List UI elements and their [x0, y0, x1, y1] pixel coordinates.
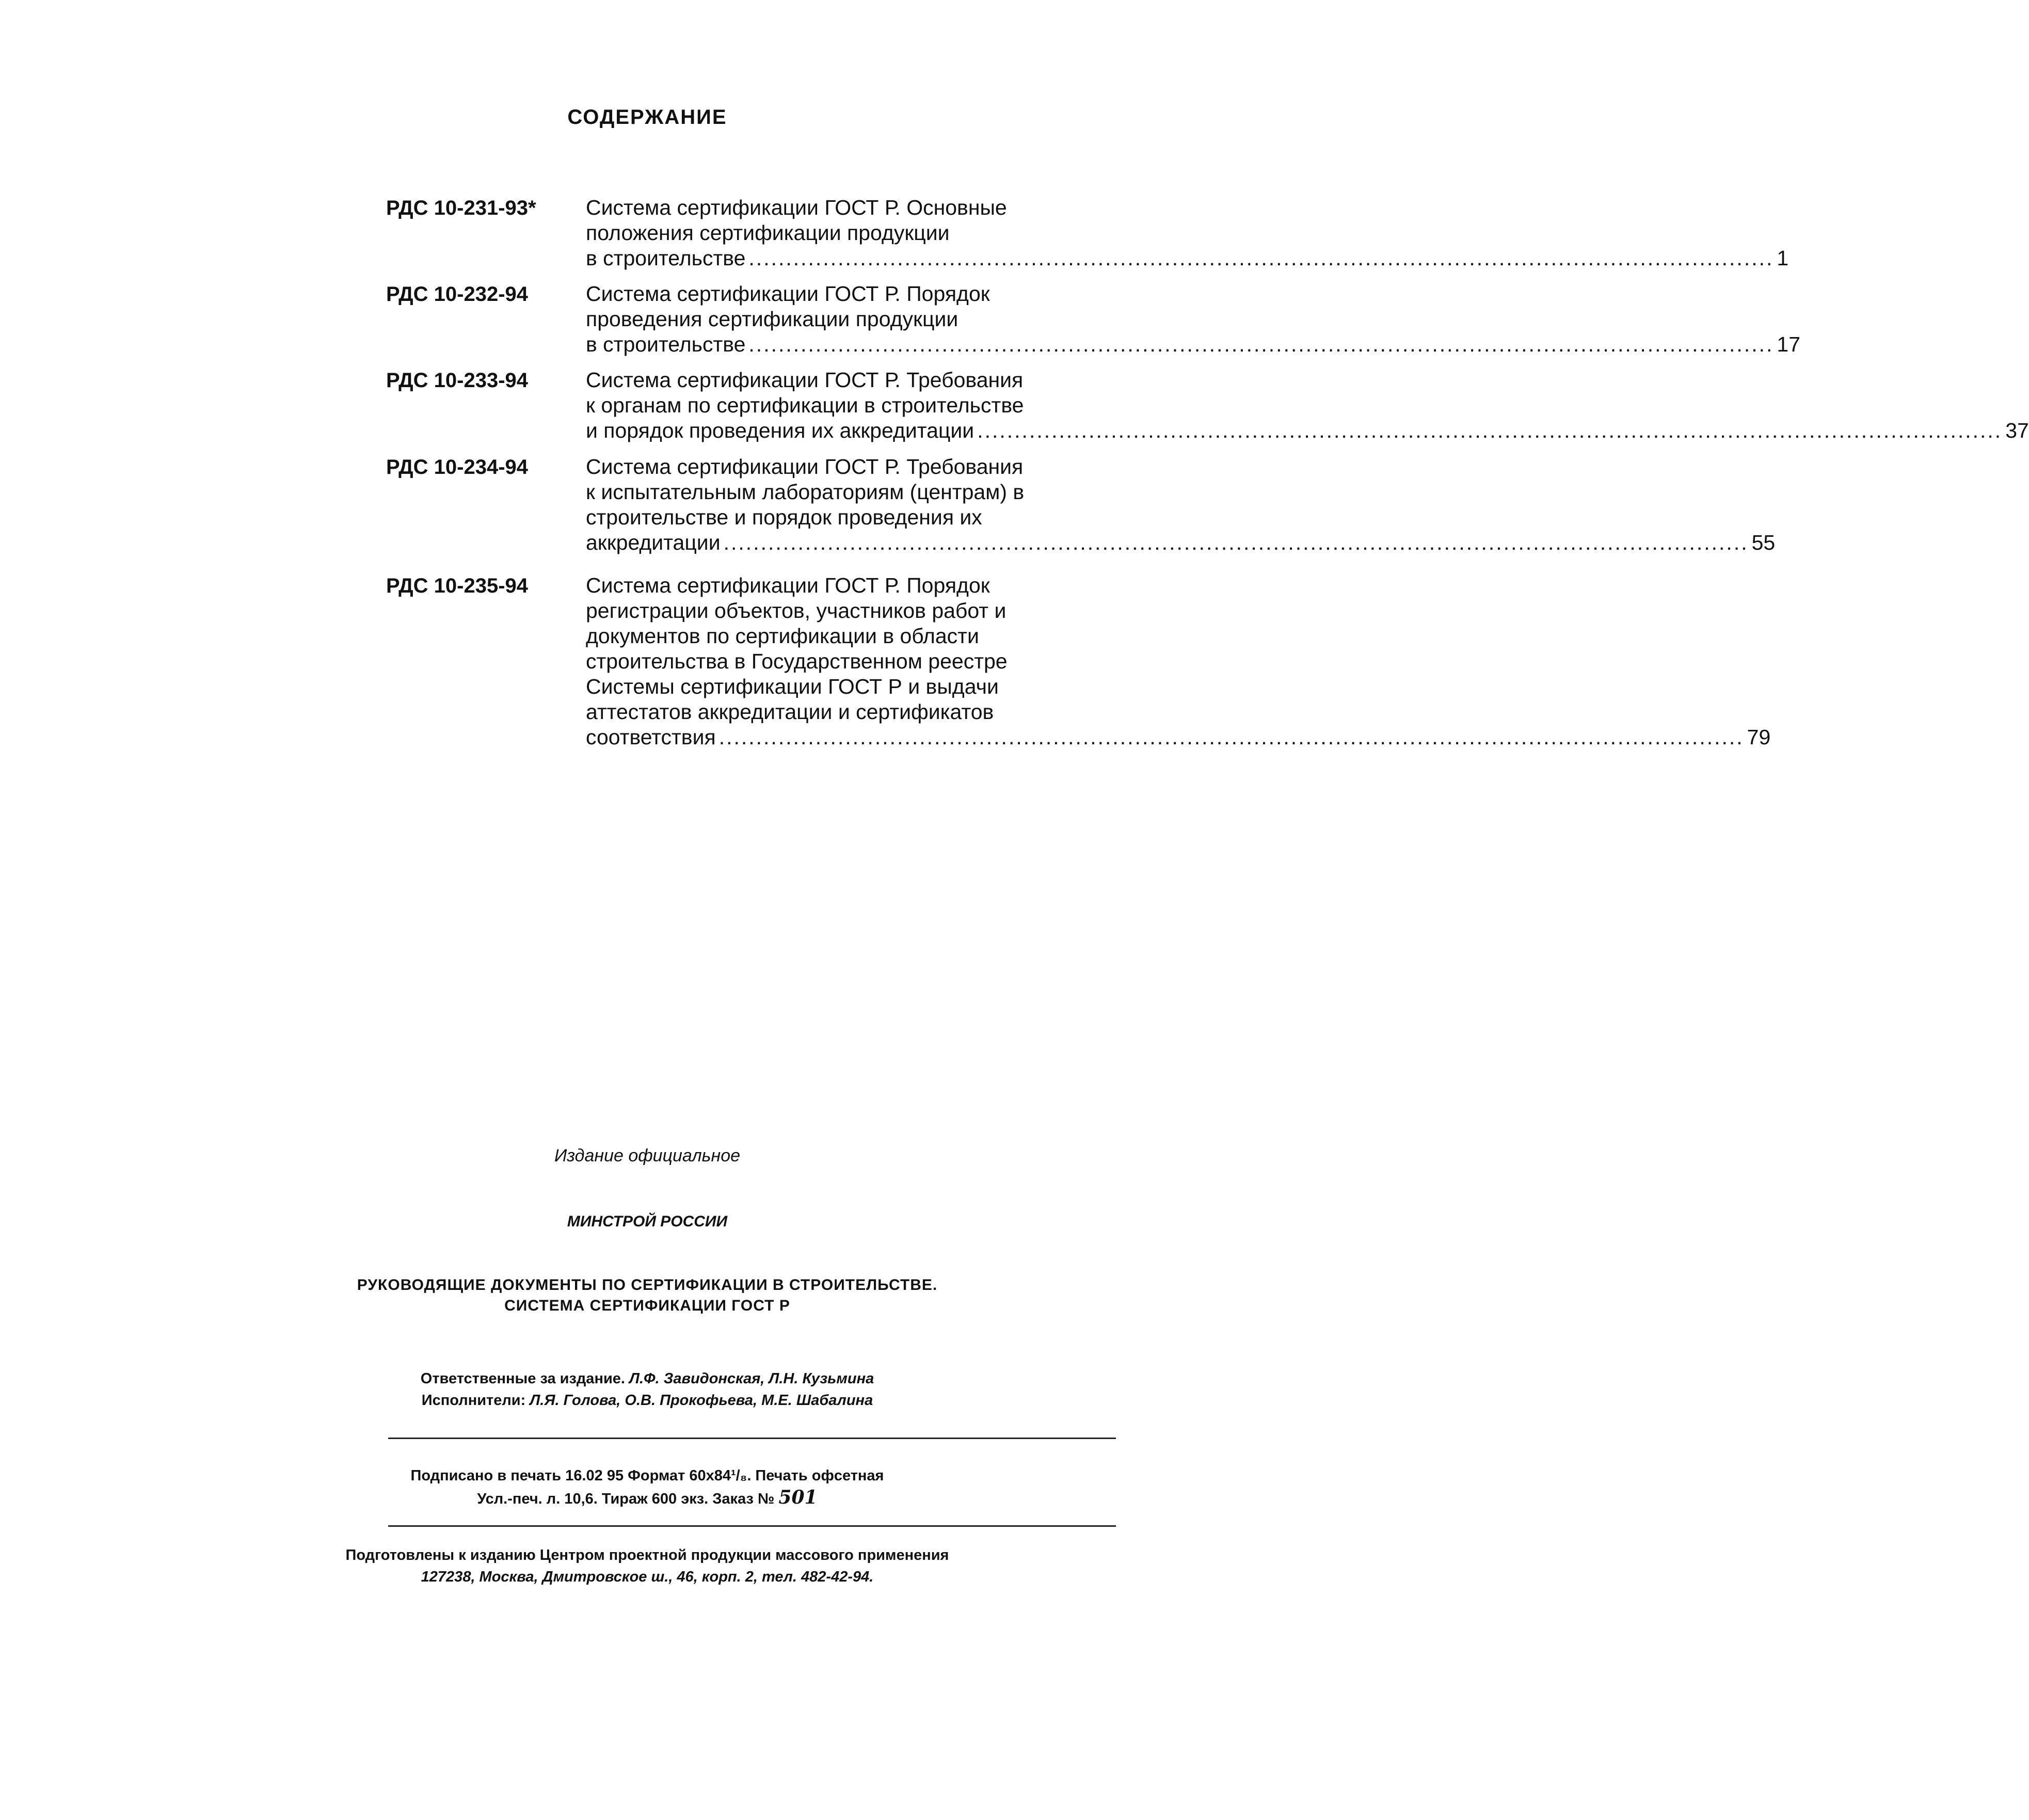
toc-entry-last-line: [586, 246, 1789, 271]
toc-entry-line: аккредитации: [586, 531, 721, 554]
publisher-info: [0, 1544, 1295, 1588]
toc-entry-title: [586, 368, 2029, 443]
imprint: [0, 1465, 1295, 1510]
divider: [388, 1525, 1116, 1527]
publisher-address: 127238, Москва, Дмитровское ш., 46, корп. 2, тел. 482-42-94.: [421, 1569, 874, 1585]
toc-entry-line: проведения сертификации продукции: [586, 307, 958, 331]
imprint-line: Подписано в печать 16.02 95 Формат 60х84¹/₈. Печать офсетная: [410, 1467, 884, 1484]
toc-entry-line: в строительстве: [586, 246, 746, 270]
toc-entry-page: 79: [1747, 725, 1771, 749]
responsible-names: Л.Ф. Завидонская, Л.Н. Кузьмина: [629, 1370, 874, 1387]
toc-entry-title: [586, 195, 1789, 271]
toc-entry-line: строительстве и порядок проведения их: [586, 505, 982, 529]
series-title-line: СИСТЕМА СЕРТИФИКАЦИИ ГОСТ Р: [504, 1297, 790, 1314]
toc-heading: СОДЕРЖАНИЕ: [567, 106, 727, 129]
toc-entry-line: соответствия: [586, 725, 716, 749]
toc-entry-line: и порядок проведения их аккредитации: [586, 419, 974, 442]
credits: [0, 1368, 1295, 1411]
dot-leader: ..........................................................................................................................................: [748, 332, 1774, 356]
toc-entry-last-line: [586, 725, 1771, 750]
toc-entry-last-line: [586, 332, 1800, 357]
executors-line: [0, 1390, 1295, 1411]
responsible-label: Ответственные за издание.: [420, 1370, 625, 1387]
divider: [388, 1438, 1116, 1439]
toc-entry-line: положения сертификации продукции: [586, 221, 950, 245]
toc-entry-line: регистрации объектов, участников работ и: [586, 599, 1006, 622]
toc-entry-code: РДС 10-231-93*: [386, 197, 536, 219]
toc-entry-code: РДС 10-234-94: [386, 456, 529, 478]
order-number: 501: [778, 1487, 818, 1508]
executors-label: Исполнители:: [421, 1392, 526, 1409]
ministry-name: МИНСТРОЙ РОССИИ: [567, 1213, 728, 1230]
toc-entry-code: РДС 10-235-94: [386, 574, 529, 597]
toc-entry-line: к органам по сертификации в строительстве: [586, 393, 1024, 417]
dot-leader: ..........................................................................................................................................: [977, 419, 2003, 442]
toc-entry-line: Системы сертификации ГОСТ Р и выдачи: [586, 675, 999, 698]
series-title-line: РУКОВОДЯЩИЕ ДОКУМЕНТЫ ПО СЕРТИФИКАЦИИ В СТРОИТЕЛЬСТВЕ.: [357, 1276, 938, 1294]
toc-entry-line: Система сертификации ГОСТ Р. Порядок: [586, 282, 990, 306]
responsible-line: [0, 1368, 1295, 1390]
imprint-line: [0, 1487, 1295, 1510]
toc-entry-line: Система сертификации ГОСТ Р. Основные: [586, 196, 1007, 219]
toc-entry-line: к испытательным лабораториям (центрам) в: [586, 480, 1025, 504]
toc-entry-page: 55: [1751, 531, 1776, 554]
toc-entry-line: строительства в Государственном реестре: [586, 649, 1008, 673]
toc-entry-title: [586, 454, 1776, 555]
toc-entry-page: 1: [1777, 246, 1789, 270]
toc-entry-line: документов по сертификации в области: [586, 624, 979, 648]
toc-entry-page: 37: [2005, 419, 2029, 442]
official-edition-label: Издание официальное: [554, 1146, 741, 1166]
toc-entry-title: [586, 281, 1800, 357]
executors-names: Л.Я. Голова, О.В. Прокофьева, М.Е. Шабалина: [530, 1392, 873, 1409]
toc-entry-line: в строительстве: [586, 332, 746, 356]
toc-entry-last-line: [586, 530, 1776, 555]
toc-entry-line: Система сертификации ГОСТ Р. Требования: [586, 368, 1024, 392]
dot-leader: ..........................................................................................................................................: [718, 725, 1744, 749]
toc-entry-title: [586, 573, 1771, 750]
toc-entry-line: Система сертификации ГОСТ Р. Порядок: [586, 573, 990, 597]
dot-leader: ..........................................................................................................................................: [723, 531, 1749, 554]
toc-entry-line: Система сертификации ГОСТ Р. Требования: [586, 455, 1024, 478]
dot-leader: ..........................................................................................................................................: [748, 246, 1774, 270]
imprint-order-prefix: Усл.-печ. л. 10,6. Тираж 600 экз. Заказ №: [477, 1491, 775, 1507]
toc-entry-last-line: [586, 418, 2029, 443]
toc-entry-page: 17: [1777, 332, 1800, 356]
publisher-line: Подготовлены к изданию Центром проектной продукции массового применения: [345, 1547, 949, 1563]
toc-entry-code: РДС 10-232-94: [386, 283, 529, 306]
toc-entry-line: аттестатов аккредитации и сертификатов: [586, 700, 994, 724]
toc-entry-code: РДС 10-233-94: [386, 369, 529, 392]
series-title: [0, 1275, 1295, 1316]
